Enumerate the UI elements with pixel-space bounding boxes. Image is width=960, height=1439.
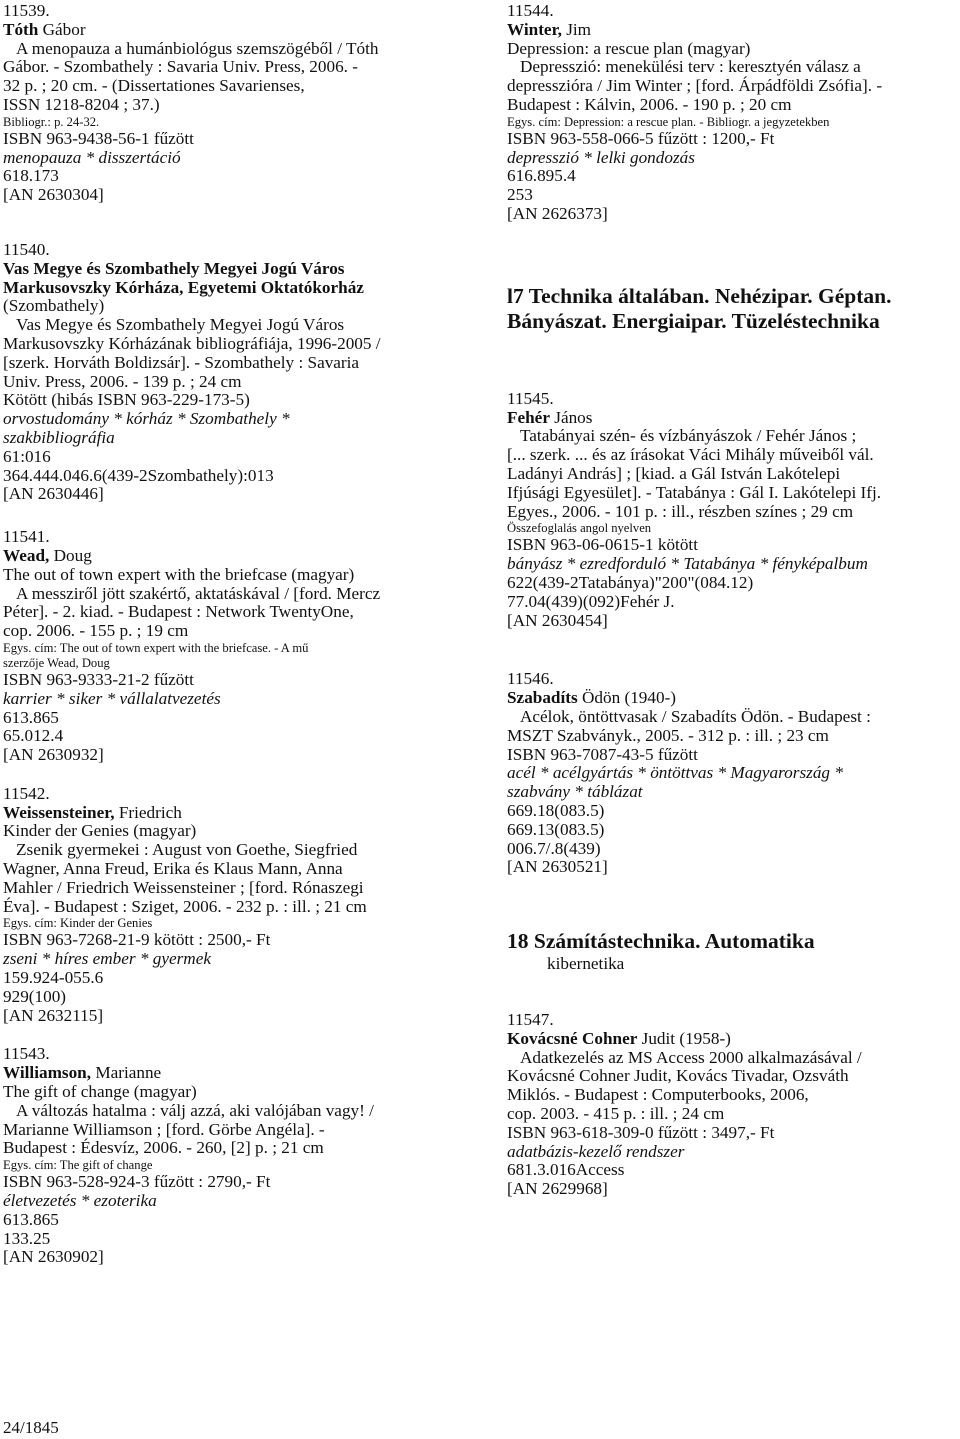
entry-title-line: Éva]. - Budapest : Sziget, 2006. - 232 p. : ill. ; 21 cm	[3, 896, 367, 916]
entry-title-line: Budapest : Kálvin, 2006. - 190 p. ; 20 cm	[507, 94, 792, 114]
entry-classification: 681.3.016Access	[507, 1160, 625, 1180]
entry-an-number: [AN 2629968]	[507, 1179, 608, 1199]
entry-11547	[507, 1011, 957, 1199]
entry-classification: 622(439-2Tatabánya)"200"(084.12)	[507, 572, 754, 592]
entry-author: Kovácsné Cohner Judit (1958-)	[507, 1028, 731, 1048]
entry-subjects: karrier * siker * vállalatvezetés	[3, 688, 221, 708]
entry-title-line: Markusovszky Kórházának bibliográfiája, 1996-2005 /	[3, 333, 381, 353]
entry-11545	[507, 390, 957, 631]
entry-number: 11543.	[3, 1044, 50, 1064]
entry-author: Wead, Doug	[3, 545, 92, 565]
entry-subjects: acél * acélgyártás * öntöttvas * Magyarország *	[507, 763, 843, 783]
entry-corporate-heading: Markusovszky Kórháza, Egyetemi Oktatókorház	[3, 277, 364, 297]
entry-classification: 006.7/.8(439)	[507, 838, 601, 858]
entry-isbn: Kötött (hibás ISBN 963-229-173-5)	[3, 390, 250, 410]
entry-subjects: zseni * híres ember * gyermek	[3, 949, 211, 969]
entry-note: Egys. cím: The gift of change	[3, 1158, 153, 1173]
entry-classification: 613.865	[3, 707, 59, 727]
entry-note: Egys. cím: The out of town expert with the briefcase. - A mű	[3, 640, 309, 655]
entry-classification: 65.012.4	[3, 726, 64, 746]
entry-an-number: [AN 2630902]	[3, 1247, 104, 1267]
entry-title-line: Budapest : Édesvíz, 2006. - 260, [2] p. ; 21 cm	[3, 1138, 324, 1158]
section-subheading: kibernetika	[547, 954, 625, 974]
left-column	[3, 2, 473, 1267]
entry-classification: 669.13(083.5)	[507, 819, 605, 839]
entry-uniform-title: The gift of change (magyar)	[3, 1082, 197, 1102]
entry-subjects: adatbázis-kezelő rendszer	[507, 1141, 685, 1161]
entry-author: Weissensteiner, Friedrich	[3, 802, 182, 822]
entry-title-line: Péter]. - 2. kiad. - Budapest : Network TwentyOne,	[3, 602, 354, 622]
entry-number: 11540.	[3, 239, 50, 259]
entry-classification: 618.173	[3, 166, 59, 186]
entry-uniform-title: The out of town expert with the briefcase (magyar)	[3, 564, 355, 584]
entry-title-line: Mahler / Friedrich Weissensteiner ; [ford. Rónaszegi	[3, 877, 364, 897]
entry-classification: 77.04(439)(092)Fehér J.	[507, 591, 675, 611]
entry-isbn: ISBN 963-528-924-3 fűzött : 2790,- Ft	[3, 1172, 271, 1192]
entry-corporate-heading: (Szombathely)	[3, 296, 105, 316]
entry-isbn: ISBN 963-7268-21-9 kötött : 2500,- Ft	[3, 930, 271, 950]
entry-isbn: ISBN 963-9333-21-2 fűzött	[3, 669, 194, 689]
entry-subjects: orvostudomány * kórház * Szombathely *	[3, 409, 290, 429]
entry-number: 11541.	[3, 527, 50, 547]
entry-classification: 253	[507, 185, 533, 205]
entry-title-line: A messziről jött szakértő, aktatáskával / [ford. Mercz	[16, 583, 381, 603]
entry-classification: 364.444.046.6(439-2Szombathely):013	[3, 465, 274, 485]
entry-uniform-title: Kinder der Genies (magyar)	[3, 821, 197, 841]
entry-subjects: menopauza * disszertáció	[3, 147, 181, 167]
entry-isbn: ISBN 963-9438-56-1 fűzött	[3, 128, 194, 148]
entry-author: Szabadíts Ödön (1940-)	[507, 688, 677, 708]
entry-classification: 159.924-055.6	[3, 968, 104, 988]
entry-an-number: [AN 2632115]	[3, 1005, 104, 1025]
entry-subjects: szakbibliográfia	[3, 427, 115, 447]
entry-title-line: A változás hatalma : válj azzá, aki valójában vagy! /	[16, 1100, 374, 1120]
entry-title-line: A menopauza a humánbiológus szemszögéből / Tóth	[16, 38, 379, 58]
entry-uniform-title: Depression: a rescue plan (magyar)	[507, 38, 751, 58]
entry-subjects: szabvány * táblázat	[507, 782, 643, 802]
entry-an-number: [AN 2630446]	[3, 484, 104, 504]
entry-title-line: cop. 2006. - 155 p. ; 19 cm	[3, 621, 189, 641]
entry-classification: 669.18(083.5)	[507, 800, 605, 820]
entry-note: Egys. cím: Depression: a rescue plan. - Bibliogr. a jegyzetekben	[507, 114, 830, 129]
entry-an-number: [AN 2630521]	[507, 857, 608, 877]
entry-title-line: Tatabányai szén- és vízbányászok / Fehér János ;	[520, 426, 857, 446]
entry-number: 11539.	[3, 1, 50, 20]
entry-title-line: Zsenik gyermekei : August von Goethe, Siegfried	[16, 840, 358, 860]
entry-classification: 133.25	[3, 1228, 51, 1248]
entry-isbn: ISBN 963-618-309-0 fűzött : 3497,- Ft	[507, 1122, 775, 1142]
entry-title-line: 32 p. ; 20 cm. - (Dissertationes Savarienses,	[3, 76, 305, 96]
entry-subjects: depresszió * lelki gondozás	[507, 147, 695, 167]
entry-author: Winter, Jim	[507, 19, 592, 39]
entry-title-line: Acélok, öntöttvasak / Szabadíts Ödön. - Budapest :	[520, 706, 871, 726]
section-heading-17	[507, 284, 957, 334]
entry-title-line: depresszióra / Jim Winter ; [ford. Árpádföldi Zsófia]. -	[507, 76, 883, 96]
entry-note: Egys. cím: Kinder der Genies	[3, 916, 153, 931]
entry-number: 11542.	[3, 783, 50, 803]
entry-title-line: Miklós. - Budapest : Computerbooks, 2006,	[507, 1085, 809, 1105]
entry-11544	[507, 2, 957, 224]
entry-subjects: életvezetés * ezoterika	[3, 1191, 157, 1211]
entry-title-line: Kovácsné Cohner Judit, Kovács Tivadar, Ozsváth	[507, 1066, 849, 1086]
entry-title-line: [... szerk. ... és az írásokat Váci Mihály műveiből vál.	[507, 445, 874, 465]
page-number: 24/1845	[3, 1418, 59, 1437]
entry-title-line: cop. 2003. - 415 p. : ill. ; 24 cm	[507, 1104, 725, 1124]
entry-title-line: Ifjúsági Egyesület]. - Tatabánya : Gál I. Lakótelepi Ifj.	[507, 482, 882, 502]
right-column	[507, 2, 957, 1199]
entry-author: Williamson, Marianne	[3, 1063, 162, 1083]
entry-note: Összefoglalás angol nyelven	[507, 521, 652, 536]
section-heading-line: 18 Számítástechnika. Automatika	[507, 929, 815, 954]
entry-title-line: Adatkezelés az MS Access 2000 alkalmazásával /	[520, 1047, 862, 1067]
entry-title-line: MSZT Szabványk., 2005. - 312 p. : ill. ; 23 cm	[507, 725, 829, 745]
entry-classification: 616.895.4	[507, 166, 576, 186]
entry-11541	[3, 528, 473, 765]
entry-isbn: ISBN 963-06-0615-1 kötött	[507, 535, 698, 555]
entry-corporate-heading: Vas Megye és Szombathely Megyei Jogú Város	[3, 258, 345, 278]
entry-11546	[507, 670, 957, 877]
entry-an-number: [AN 2630304]	[3, 185, 104, 205]
entry-number: 11544.	[507, 1, 554, 20]
entry-title-line: Depresszió: menekülési terv : keresztyén válasz a	[520, 57, 861, 77]
entry-11540	[3, 241, 473, 504]
entry-title-line: ISSN 1218-8204 ; 37.)	[3, 94, 160, 114]
entry-title-line: Wagner, Anna Freud, Erika és Klaus Mann, Anna	[3, 859, 343, 879]
entry-title-line: Univ. Press, 2006. - 139 p. ; 24 cm	[3, 371, 242, 391]
entry-author: Fehér János	[507, 407, 593, 427]
entry-number: 11546.	[507, 669, 554, 689]
entry-title-line: Egyes., 2006. - 101 p. : ill., részben színes ; 29 cm	[507, 501, 854, 521]
entry-author: Tóth Gábor	[3, 19, 86, 39]
entry-note: szerzője Wead, Doug	[3, 655, 110, 670]
section-heading-line: Bányászat. Energiaipar. Tüzeléstechnika	[507, 308, 880, 333]
entry-subjects: bányász * ezredforduló * Tatabánya * fényképalbum	[507, 554, 868, 574]
entry-an-number: [AN 2626373]	[507, 203, 608, 223]
entry-title-line: Vas Megye és Szombathely Megyei Jogú Város	[16, 315, 345, 335]
entry-classification: 61:016	[3, 446, 51, 466]
section-heading-line: l7 Technika általában. Nehézipar. Géptan.	[507, 283, 892, 308]
section-heading-18	[507, 929, 957, 954]
entry-11543	[3, 1045, 473, 1267]
entry-classification: 929(100)	[3, 986, 67, 1006]
entry-isbn: ISBN 963-7087-43-5 fűzött	[507, 744, 698, 764]
entry-title-line: Marianne Williamson ; [ford. Görbe Angéla]. -	[3, 1119, 325, 1139]
entry-number: 11547.	[507, 1010, 554, 1030]
entry-title-line: [szerk. Horváth Boldizsár]. - Szombathely : Savaria	[3, 352, 360, 372]
entry-an-number: [AN 2630454]	[507, 610, 608, 630]
entry-an-number: [AN 2630932]	[3, 745, 104, 765]
entry-number: 11545.	[507, 388, 554, 408]
entry-title-line: Gábor. - Szombathely : Savaria Univ. Press, 2006. -	[3, 57, 358, 77]
entry-11542	[3, 785, 473, 1026]
entry-note: Bibliogr.: p. 24-32.	[3, 114, 100, 129]
entry-11539	[3, 2, 473, 205]
entry-title-line: Ladányi András] ; [kiad. a Gál István Lakótelepi	[507, 463, 841, 483]
entry-classification: 613.865	[3, 1209, 59, 1229]
entry-isbn: ISBN 963-558-066-5 fűzött : 1200,- Ft	[507, 128, 775, 148]
